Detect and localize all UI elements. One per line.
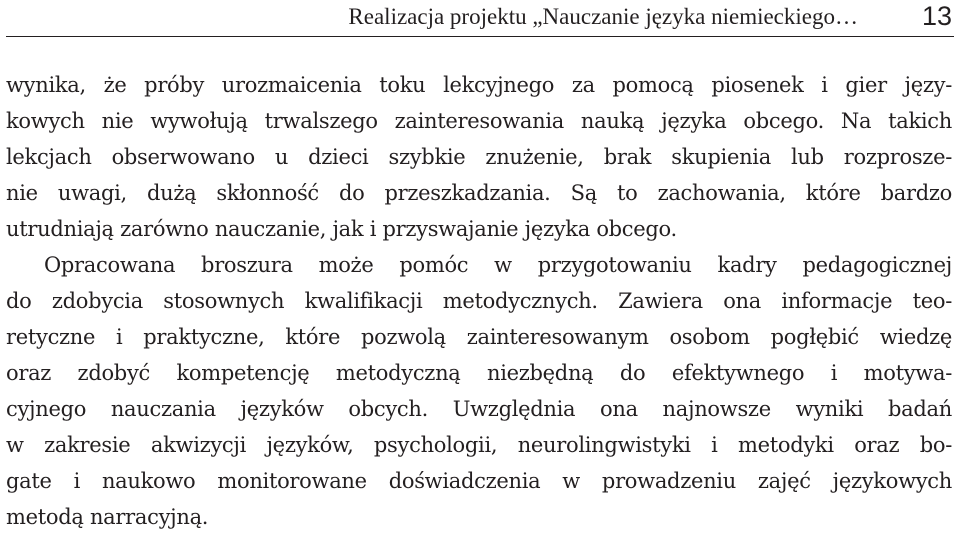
page-number: 13 (921, 1, 952, 31)
text-line: nie uwagi, dużą skłonność do przeszkadzania. Są to zachowania, które bardzo (6, 181, 952, 205)
text-line: utrudniają zarówno nauczanie, jak i przyswajanie języka obcego. (6, 217, 677, 241)
text-line: metodą narracyjną. (6, 505, 209, 529)
text-line: retyczne i praktyczne, które pozwolą zainteresowanym osobom pogłębić wiedzę (6, 325, 952, 349)
running-header (6, 0, 954, 37)
text-line: lekcjach obserwowano u dzieci szybkie znużenie, brak skupienia lub rozprosze- (6, 145, 952, 169)
text-line: cyjnego nauczania języków obcych. Uwzględnia ona najnowsze wyniki badań (6, 397, 952, 421)
text-line: kowych nie wywołują trwalszego zainteresowania nauką języka obcego. Na takich (6, 109, 952, 133)
text-line: do zdobycia stosownych kwalifikacji metodycznych. Zawiera ona informacje teo- (6, 289, 952, 313)
text-line: oraz zdobyć kompetencję metodyczną niezbędną do efektywnego i motywa- (6, 361, 952, 385)
text-line: gate i naukowo monitorowane doświadczenia w prowadzeniu zajęć językowych (6, 469, 952, 493)
text-line-indented: Opracowana broszura może pomóc w przygotowaniu kadry pedagogicznej (44, 253, 952, 277)
body-text (6, 67, 952, 535)
running-header-title: Realizacja projektu „Nauczanie języka niemieckiego… (348, 4, 858, 29)
text-line: w zakresie akwizycji języków, psychologii, neurolingwistyki i metodyki oraz bo- (6, 433, 952, 457)
text-line: wynika, że próby urozmaicenia toku lekcyjnego za pomocą piosenek i gier języ- (6, 73, 952, 97)
